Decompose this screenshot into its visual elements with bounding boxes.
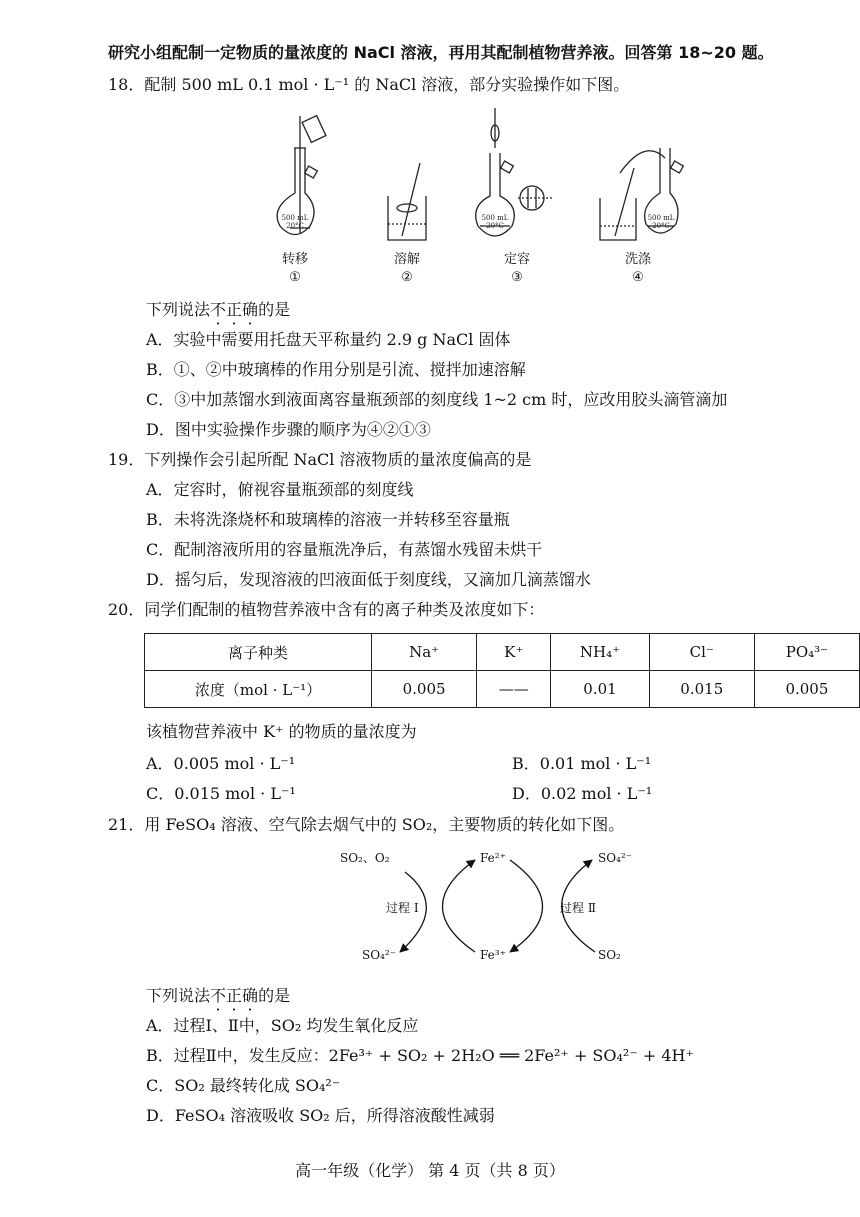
question-19-option-b: B．未将洗涤烧杯和玻璃棒的溶液一并转移至容量瓶 [146,510,510,529]
step-4-wash-illustration [600,148,683,240]
label-fe3-plus: Fe³⁺ [480,948,506,962]
question-21-prompt: 下列说法不正确的是 [146,986,291,1005]
process-2-arc-left [510,860,543,952]
step-3-number: ③ [511,270,523,285]
question-20-option-d: D．0.02 mol · L⁻¹ [512,784,653,803]
page-footer: 高一年级（化学） 第 4 页（共 8 页） [295,1161,565,1180]
flask-label-volume: 500 mL [481,214,509,222]
table-cell: 浓度（mol · L⁻¹） [145,671,372,708]
table-cell: Cl⁻ [649,634,754,671]
question-19-option-a: A．定容时，俯视容量瓶颈部的刻度线 [146,480,414,499]
step-3-caption: 定容 [503,252,531,267]
table-row [145,671,860,708]
table-cell: —— [477,671,551,708]
table-cell: Na⁺ [372,634,477,671]
label-sulfate-left: SO₄²⁻ [362,948,397,962]
flask-label-temp: 20°C [286,222,304,230]
table-cell: 0.01 [551,671,649,708]
label-fe2-plus: Fe²⁺ [480,851,506,865]
label-process-2: 过程 Ⅱ [560,901,596,915]
question-18-stem: 18．配制 500 mL 0.1 mol · L⁻¹ 的 NaCl 溶液，部分实验操作如下图。 [108,75,630,94]
label-sulfate-right: SO₄²⁻ [598,851,633,865]
question-18-prompt: 下列说法不正确的是 [146,300,291,319]
question-19-option-c: C．配制溶液所用的容量瓶洗净后，有蒸馏水残留未烘干 [146,540,543,559]
question-19-option-d: D．摇匀后，发现溶液的凹液面低于刻度线，又滴加几滴蒸馏水 [146,570,591,589]
step-2-caption: 溶解 [393,252,421,267]
question-18-option-d: D．图中实验操作步骤的顺序为④②①③ [146,420,431,439]
flask-label-volume: 500 mL [647,214,675,222]
label-process-1: 过程 Ⅰ [386,901,419,915]
question-20-option-b: B．0.01 mol · L⁻¹ [512,754,652,773]
step-1-number: ① [289,270,301,285]
question-18-option-c: C．③中加蒸馏水到液面离容量瓶颈部的刻度线 1~2 cm 时，应改用胶头滴管滴加 [146,390,728,409]
table-cell: 0.005 [754,671,859,708]
step-4-number: ④ [632,270,644,285]
ion-concentration-table [144,633,860,708]
table-cell: PO₄³⁻ [754,634,859,671]
question-21-option-c: C．SO₂ 最终转化成 SO₄²⁻ [146,1076,341,1095]
conversion-cycle-diagram [330,842,650,972]
table-cell: 0.005 [372,671,477,708]
question-20-prompt: 该植物营养液中 K⁺ 的物质的量浓度为 [146,722,417,741]
table-cell: K⁺ [477,634,551,671]
flask-label-temp: 20°C [652,222,670,230]
question-21-option-d: D．FeSO₄ 溶液吸收 SO₂ 后，所得溶液酸性减弱 [146,1106,495,1125]
table-cell: 离子种类 [145,634,372,671]
label-so2-o2: SO₂、O₂ [340,851,390,865]
question-21-option-a: A．过程Ⅰ、Ⅱ中，SO₂ 均发生氧化反应 [146,1016,419,1035]
step-2-number: ② [401,270,413,285]
question-20-option-c: C．0.015 mol · L⁻¹ [146,784,296,803]
question-20-stem: 20．同学们配制的植物营养液中含有的离子种类及浓度如下： [108,600,545,619]
step-2-dissolve-illustration [388,163,426,240]
question-18-option-a: A．实验中需要用托盘天平称量约 2.9 g NaCl 固体 [146,330,511,349]
step-4-caption: 洗涤 [624,252,652,267]
step-1-caption: 转移 [281,252,309,267]
lab-procedure-figure [270,108,710,288]
section-intro: 研究小组配制一定物质的量浓度的 NaCl 溶液，再用其配制植物营养液。回答第 18~20 题。 [108,43,774,62]
flask-label-volume: 500 mL [281,214,309,222]
question-18-option-b: B．①、②中玻璃棒的作用分别是引流、搅拌加速溶解 [146,360,526,379]
question-21-option-b: B．过程Ⅱ中，发生反应：2Fe³⁺ + SO₂ + 2H₂O ══ 2Fe²⁺ + SO₄²⁻ + 4H⁺ [146,1046,694,1065]
table-cell: 0.015 [649,671,754,708]
table-header-row [145,634,860,671]
table-cell: NH₄⁺ [551,634,649,671]
question-20-option-a: A．0.005 mol · L⁻¹ [146,754,296,773]
process-1-arc-right [443,860,476,952]
label-so2-right: SO₂ [598,948,621,962]
question-19-stem: 19．下列操作会引起所配 NaCl 溶液物质的量浓度偏高的是 [108,450,532,469]
flask-label-temp: 20°C [486,222,504,230]
question-21-stem: 21．用 FeSO₄ 溶液、空气除去烟气中的 SO₂，主要物质的转化如下图。 [108,815,625,834]
